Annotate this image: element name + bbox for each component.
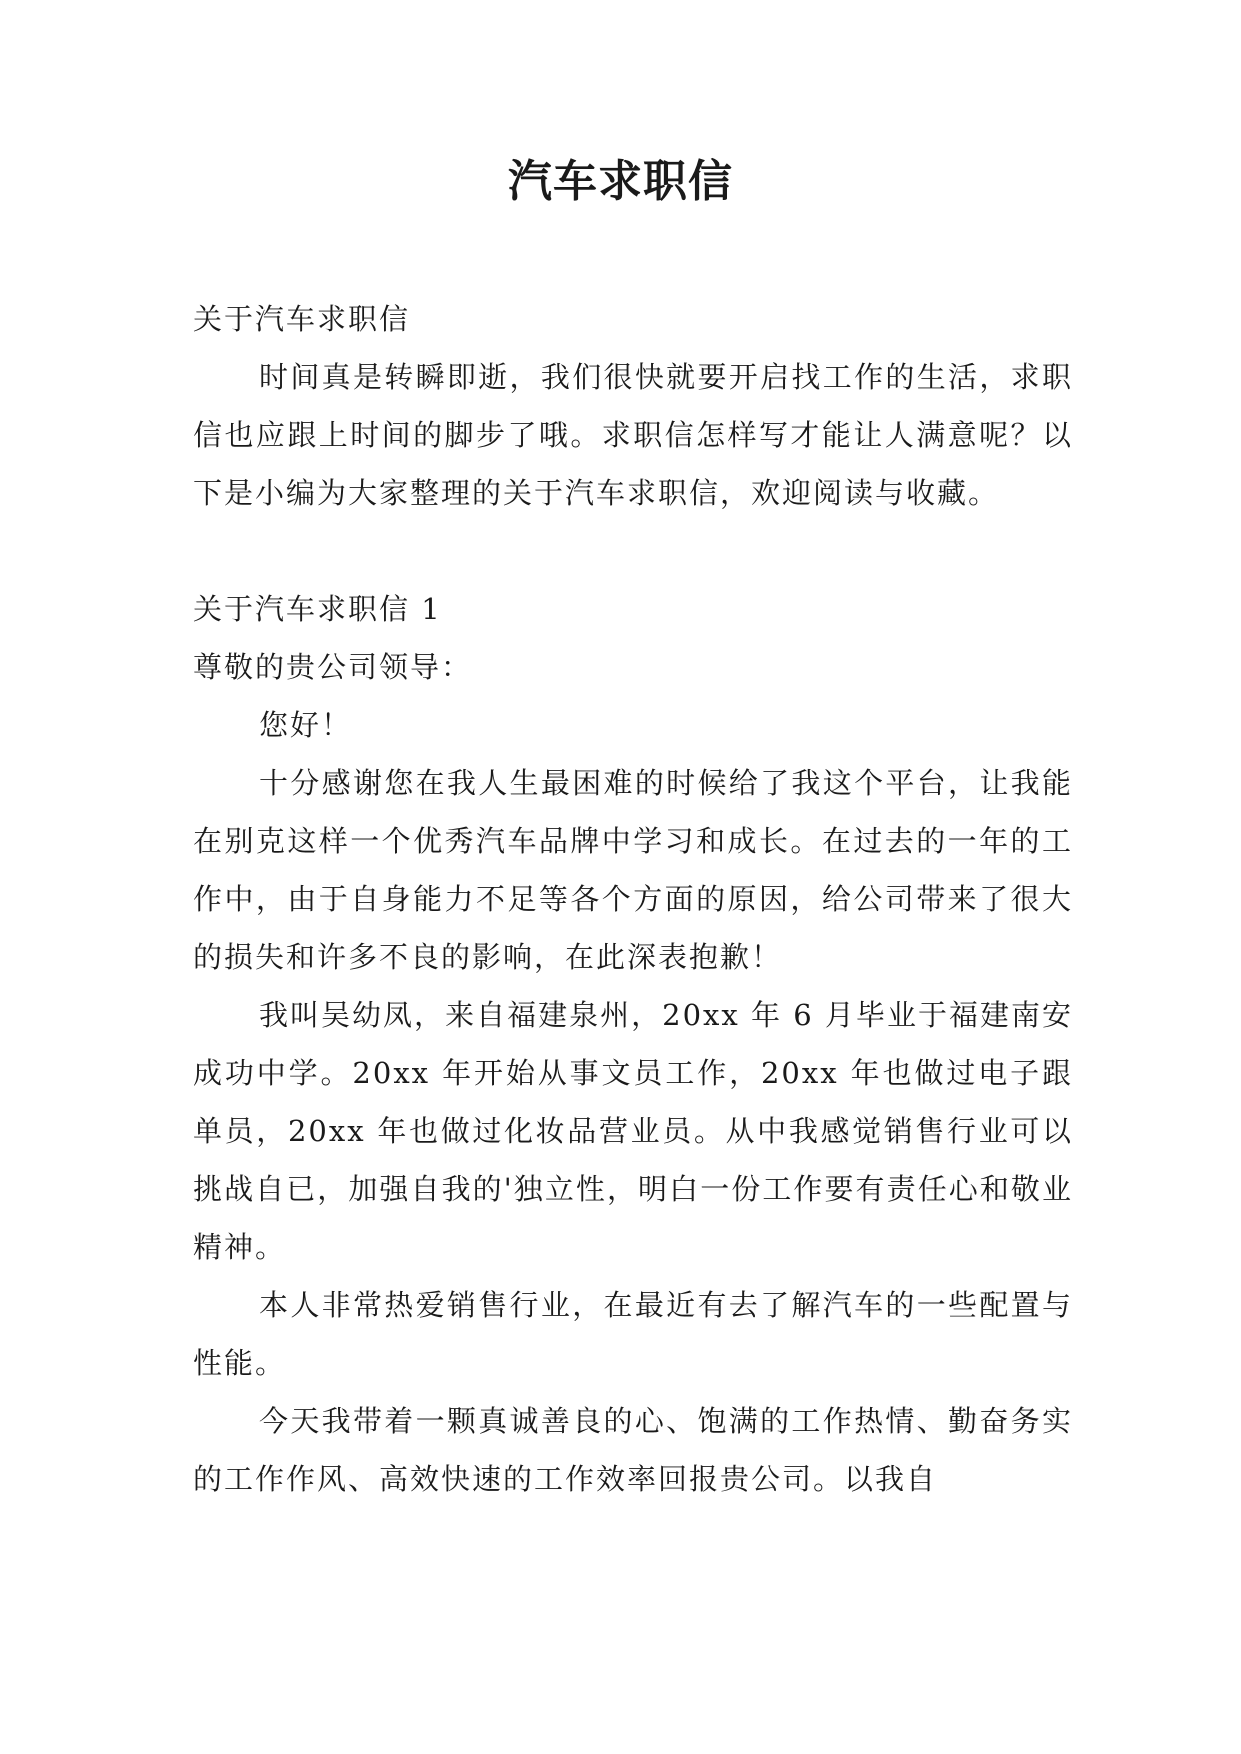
intro-paragraph: 时间真是转瞬即逝，我们很快就要开启找工作的生活，求职信也应跟上时间的脚步了哦。求职信怎样写才能让人满意呢？以下是小编为大家整理的关于汽车求职信，欢迎阅读与收藏。 bbox=[193, 360, 1073, 510]
document-title: 汽车求职信 bbox=[508, 156, 733, 207]
salutation: 尊敬的贵公司领导： bbox=[193, 650, 473, 684]
document-body bbox=[193, 290, 1073, 1508]
subtitle: 关于汽车求职信 bbox=[193, 302, 411, 336]
greeting: 您好！ bbox=[259, 708, 353, 742]
body-paragraph: 十分感谢您在我人生最困难的时候给了我这个平台，让我能在别克这样一个优秀汽车品牌中学习和成长。在过去的一年的工作中，由于自身能力不足等各个方面的原因，给公司带来了很大的损失和许多不良的影响，在此深表抱歉！ bbox=[193, 766, 1073, 974]
body-paragraph: 今天我带着一颗真诚善良的心、饱满的工作热情、勤奋务实的工作作风、高效快速的工作效率回报贵公司。以我自 bbox=[193, 1404, 1073, 1496]
body-paragraph: 本人非常热爱销售行业，在最近有去了解汽车的一些配置与性能。 bbox=[193, 1288, 1073, 1380]
body-paragraph: 我叫吴幼凤，来自福建泉州，20xx 年 6 月毕业于福建南安成功中学。20xx 年开始从事文员工作，20xx 年也做过电子跟单员，20xx 年也做过化妆品营业员。从中我感觉销售行业可以挑战自已，加强自我的'独立性，明白一份工作要有责任心和敬业精神。 bbox=[193, 998, 1073, 1264]
section-heading: 关于汽车求职信 1 bbox=[193, 592, 442, 626]
section-spacer bbox=[193, 522, 1073, 580]
